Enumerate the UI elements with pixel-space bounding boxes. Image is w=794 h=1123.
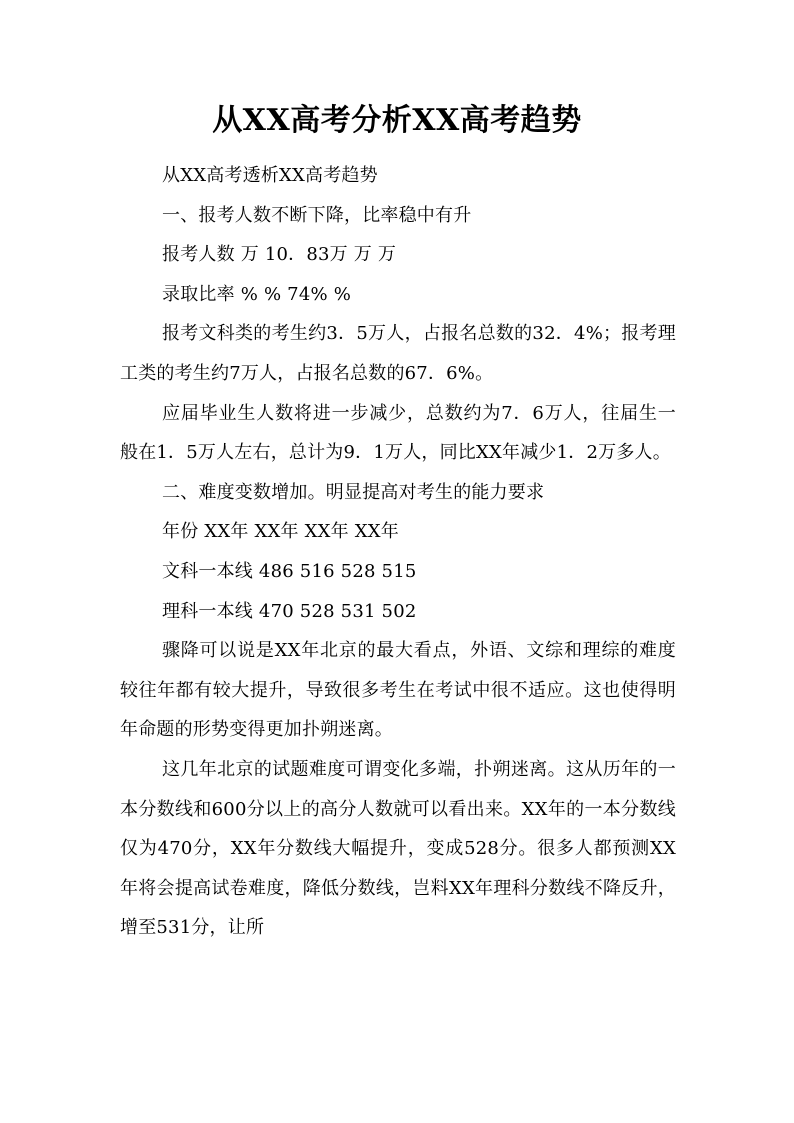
paragraph-arts-science-split: 报考文科类的考生约3．5万人，占报名总数的32．4%；报考理工类的考生约7万人，占报名总数的67．6%。: [120, 323, 676, 384]
paragraph-score-trends: 这几年北京的试题难度可谓变化多端，扑朔迷离。这从历年的一本分数线和600分以上的高分人数就可以看出来。XX年的一本分数线仅为470分，XX年分数线大幅提升，变成528分。很多人都预测XX年将会提高试卷难度，降低分数线，岂料XX年理科分数线不降反升，增至531分，让所: [120, 758, 676, 939]
paragraph-section-1-heading: 一、报考人数不断下降，比率稳中有升: [162, 204, 472, 226]
paragraph-difficulty-drop: 骤降可以说是XX年北京的最大看点，外语、文综和理综的难度较往年都有较大提升，导致很多考生在考试中很不适应。这也使得明年命题的形势变得更加扑朔迷离。: [120, 640, 676, 741]
paragraph-admission-rate-row: 录取比率 % % 74% %: [162, 283, 352, 305]
paragraph-arts-cutoff-row: 文科一本线 486 516 528 515: [162, 560, 417, 582]
document-body: [120, 156, 676, 948]
paragraph-year-row: 年份 XX年 XX年 XX年 XX年: [162, 521, 400, 543]
paragraph-applicants-row: 报考人数 万 10．83万 万 万: [162, 244, 397, 266]
paragraph-section-2-heading: 二、难度变数增加。明显提高对考生的能力要求: [162, 481, 545, 503]
paragraph-subtitle: 从XX高考透析XX高考趋势: [162, 165, 378, 186]
paragraph-graduates: 应届毕业生人数将进一步减少，总数约为7．6万人，往届生一般在1．5万人左右，总计为9．1万人，同比XX年减少1．2万多人。: [120, 402, 676, 464]
paragraph-science-cutoff-row: 理科一本线 470 528 531 502: [162, 600, 417, 622]
document-title: 从XX高考分析XX高考趋势: [212, 103, 582, 138]
